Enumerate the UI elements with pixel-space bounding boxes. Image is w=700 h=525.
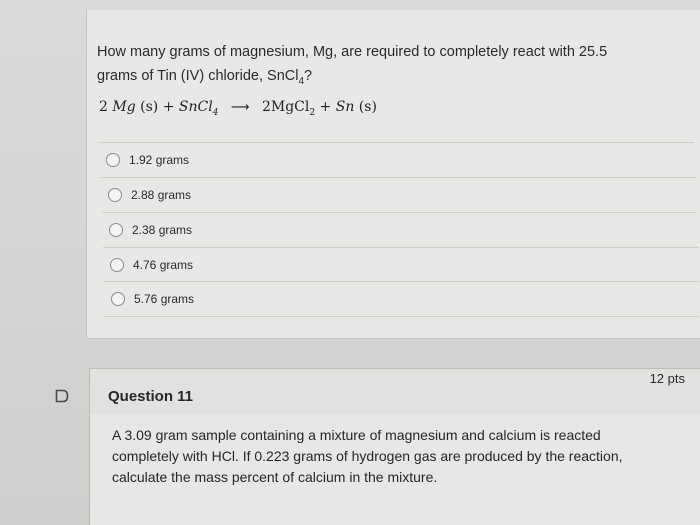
question-prompt	[97, 40, 687, 94]
answer-option[interactable]	[99, 142, 694, 177]
prompt-line-1: How many grams of magnesium, Mg, are required to completely react with 25.5	[97, 44, 608, 60]
question-title: Question 11	[108, 388, 194, 405]
answer-option[interactable]	[104, 281, 699, 317]
reaction-equation: 2 Mg (s) + SnCl$_4$ ⟶ 2MgCl$_2$ + Sn (s)	[99, 99, 377, 118]
option-label: 2.88 grams	[131, 188, 192, 202]
answer-option[interactable]	[101, 177, 696, 212]
option-label: 1.92 grams	[129, 153, 190, 167]
flag-icon[interactable]	[55, 389, 69, 403]
option-label: 5.76 grams	[134, 292, 195, 306]
radio-button[interactable]	[111, 292, 125, 306]
radio-button[interactable]	[110, 258, 124, 272]
points-label: 12 pts	[649, 371, 685, 386]
reaction-arrow-icon: ⟶	[230, 100, 250, 115]
option-label: 4.76 grams	[133, 258, 194, 272]
radio-button[interactable]	[109, 223, 123, 237]
question-11-header	[89, 368, 700, 415]
question-10-card	[86, 10, 700, 339]
radio-button[interactable]	[106, 153, 120, 167]
radio-button[interactable]	[108, 188, 122, 202]
option-label: 2.38 grams	[132, 223, 193, 237]
answer-option[interactable]	[103, 247, 698, 282]
question-11-body	[89, 414, 700, 525]
prompt-line-2: grams of Tin (IV) chloride, SnCl$_4$?	[97, 68, 313, 87]
answer-option[interactable]	[102, 212, 697, 247]
question-text: A 3.09 gram sample containing a mixture of magnesium and calcium is reacted completely with HCl. If 0.223 grams of hydrogen gas are produced by the reaction, calculate the mass percent of calcium in the mixture.	[112, 427, 623, 485]
